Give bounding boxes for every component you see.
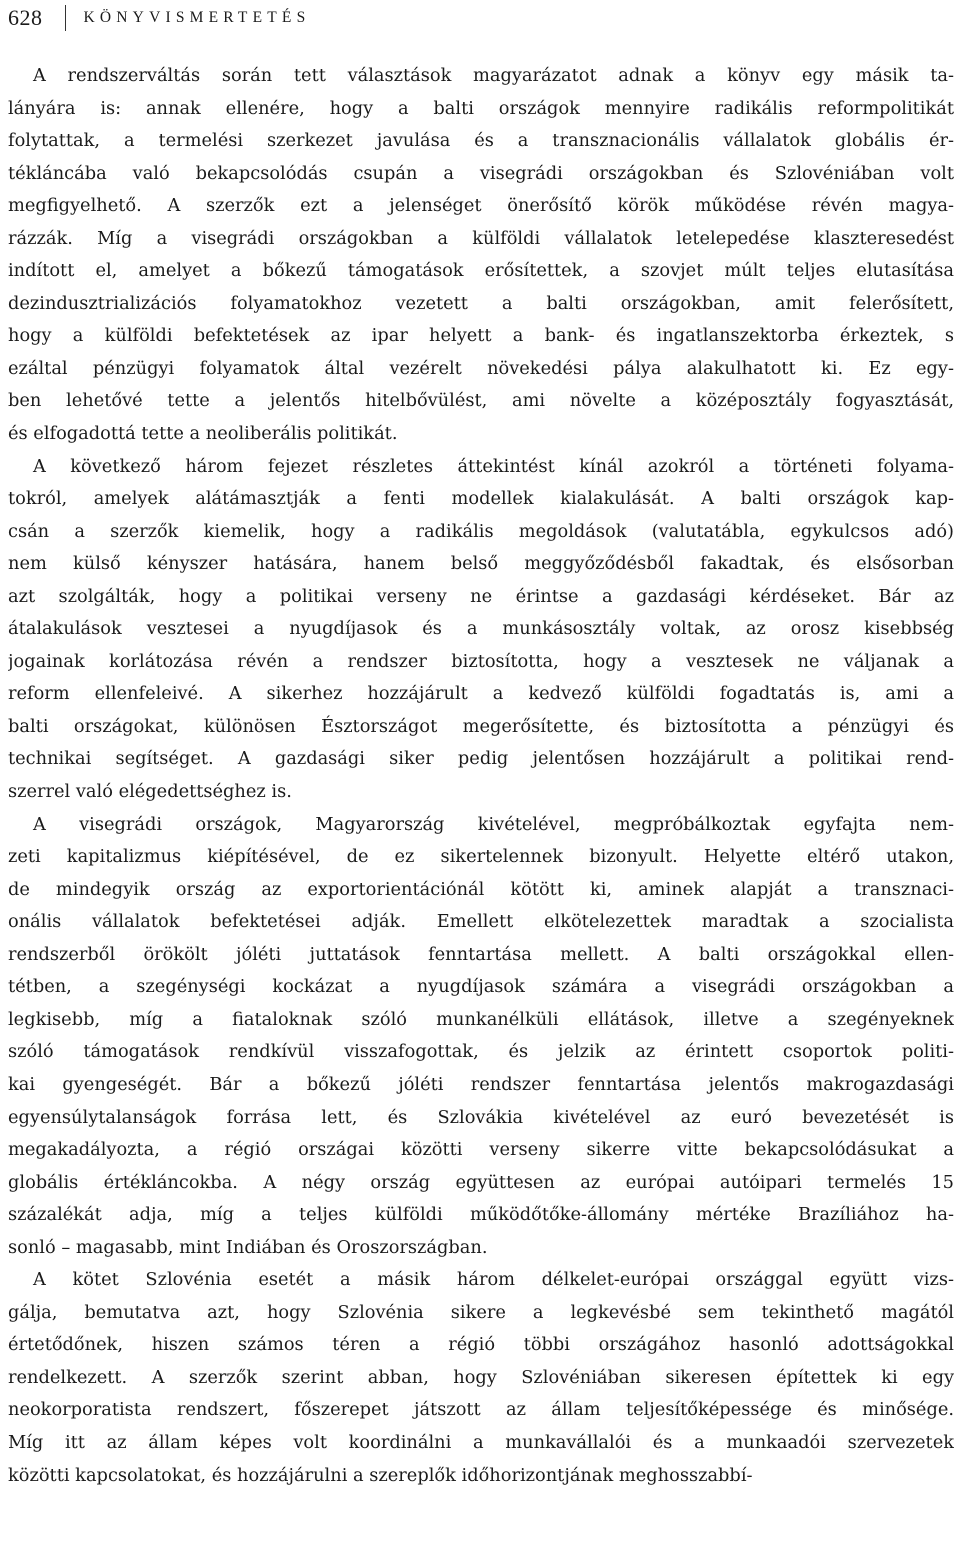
text-line: rendelkezett. A szerzők szerint abban, hogy Szlovéniában sikeresen építettek ki egy [8,1366,954,1388]
text-line: százalékát adja, míg a teljes külföldi működőtőke-állomány mértéke Brazíliához ha- [8,1204,954,1226]
text-line: A rendszerváltás során tett választások magyarázatot adnak a könyv egy másik ta- [33,65,954,86]
text-line: átalakulások vesztesei a nyugdíjasok és a munkásosztály voltak, az orosz kisebbség [8,618,954,640]
paragraph [8,809,954,1265]
text-line: legkisebb, míg a fiataloknak szóló munkanélküli ellátások, illetve a szegényeknek [8,1008,954,1030]
text-line: tétben, a szegénységi kockázat a nyugdíjasok számára a visegrádi országokban a [8,976,954,998]
text-line: gálja, bemutatva azt, hogy Szlovénia sikere a legkevésbé sem tekinthető magától [8,1301,954,1323]
text-line: rázzák. Míg a visegrádi országokban a külföldi vállalatok letelepedése klaszteresedést [8,227,954,249]
text-line: ben lehetővé tette a jelentős hitelbővülést, ami növelte a középosztály fogyasztását, [8,390,954,412]
text-line: szerrel való elégedettséghez is. [8,781,292,803]
text-line: és elfogadottá tette a neoliberális politikát. [8,423,398,445]
text-line: hogy a külföldi befektetések az ipar helyett a bank- és ingatlanszektorba érkeztek, s [8,325,954,347]
text-line: A kötet Szlovénia esetét a másik három délkelet-európai országgal együtt vizs- [33,1269,954,1291]
text-line: csán a szerzők kiemelik, hogy a radikális megoldások (valutatábla, egykulcsos adó) [8,520,954,542]
paragraph [8,451,954,809]
running-head [8,0,310,36]
text-line: lányára is: annak ellenére, hogy a balti országok mennyire radikális reformpolitikát [8,97,954,119]
text-line: tokról, amelyek alátámasztják a fenti modellek kialakulását. A balti országok kap- [8,488,954,510]
text-line: reform ellenfeleivé. A sikerhez hozzájárult a kedvező külföldi fogadtatás is, ami a [8,683,954,705]
text-line: A következő három fejezet részletes áttekintést kínál azokról a történeti folyama- [33,455,954,477]
text-line: azt szolgálták, hogy a politikai verseny ne érintse a gazdasági kérdéseket. Bár az [8,585,954,607]
text-line: megakadályozta, a régió országai közötti verseny sikerre vitte bekapcsolódásukat a [8,1139,954,1161]
header-divider [65,5,66,31]
text-line: egyensúlytalanságok forrása lett, és Szlovákia kivételével az euró bevezetését is [8,1106,954,1128]
paragraph [8,1264,954,1492]
text-line: tékláncába való bekapcsolódás csupán a visegrádi országokban és Szlovéniában volt [8,162,954,184]
text-line: nem külső kényszer hatására, hanem belső meggyőződésből fakadtak, és elsősorban [8,553,954,575]
text-line: megfigyelhető. A szerzők ezt a jelenséget önerősítő körök működése révén magya- [8,195,954,217]
text-line: zeti kapitalizmus kiépítésével, de ez sikertelennek bizonyult. Helyette eltérő utakon, [8,846,954,868]
text-line: onális vállalatok befektetései adják. Emellett elkötelezettek maradtak a szocialista [8,911,954,933]
text-line: közötti kapcsolatokat, és hozzájárulni a szereplők időhorizontjának meghosszabbí- [8,1464,753,1486]
text-line: globális értékláncokba. A négy ország együttesen az európai autóipari termelés 15 [8,1171,954,1193]
text-line: balti országokat, különösen Észtországot megerősítette, és biztosította a pénzügyi és [8,715,954,737]
text-line: A visegrádi országok, Magyarország kivételével, megpróbálkoztak egyfajta nem- [33,813,954,835]
text-line: értetődőnek, hiszen számos téren a régió többi országához hasonló adottságokkal [8,1334,954,1356]
text-line: indított el, amelyet a bőkezű támogatások erősítettek, a szovjet múlt teljes elutasítása [8,260,954,282]
text-line: technikai segítséget. A gazdasági siker pedig jelentősen hozzájárult a politikai rend- [8,748,954,770]
text-line: de mindegyik ország az exportorientációnál kötött ki, aminek alapját a transznaci- [8,878,954,900]
text-line: szóló támogatások rendkívül visszafogottak, és jelzik az érintett csoportok politi- [8,1041,954,1063]
body-text [8,60,954,1492]
text-line: ezáltal pénzügyi folyamatok által vezérelt növekedési pálya alakulhatott ki. Ez egy- [8,357,954,379]
text-line: Míg itt az állam képes volt koordinálni a munkavállalói és a munkaadói szervezetek [8,1431,954,1453]
page-number: 628 [8,5,43,30]
text-line: jogainak korlátozása révén a rendszer biztosította, hogy a vesztesek ne váljanak a [8,650,954,672]
text-line: dezindusztrializációs folyamatokhoz vezetett a balti országokban, amit felerősített, [8,292,954,314]
text-line: folytattak, a termelési szerkezet javulása és a transznacionális vállalatok globális ér- [8,130,954,152]
text-line: sonló – magasabb, mint Indiában és Oroszországban. [8,1236,488,1258]
text-line: kai gyengeségét. Bár a bőkezű jóléti rendszer fenntartása jelentős makrogazdasági [8,1073,954,1095]
text-line: neokorporatista rendszert, főszerepet játszott az állam teljesítőképessége és minősége. [8,1399,954,1421]
section-title: KÖNYVISMERTETÉS [83,9,311,26]
text-line: rendszerből örökölt jóléti juttatások fenntartása mellett. A balti országokkal ellen- [8,943,954,965]
paragraph [8,60,954,451]
